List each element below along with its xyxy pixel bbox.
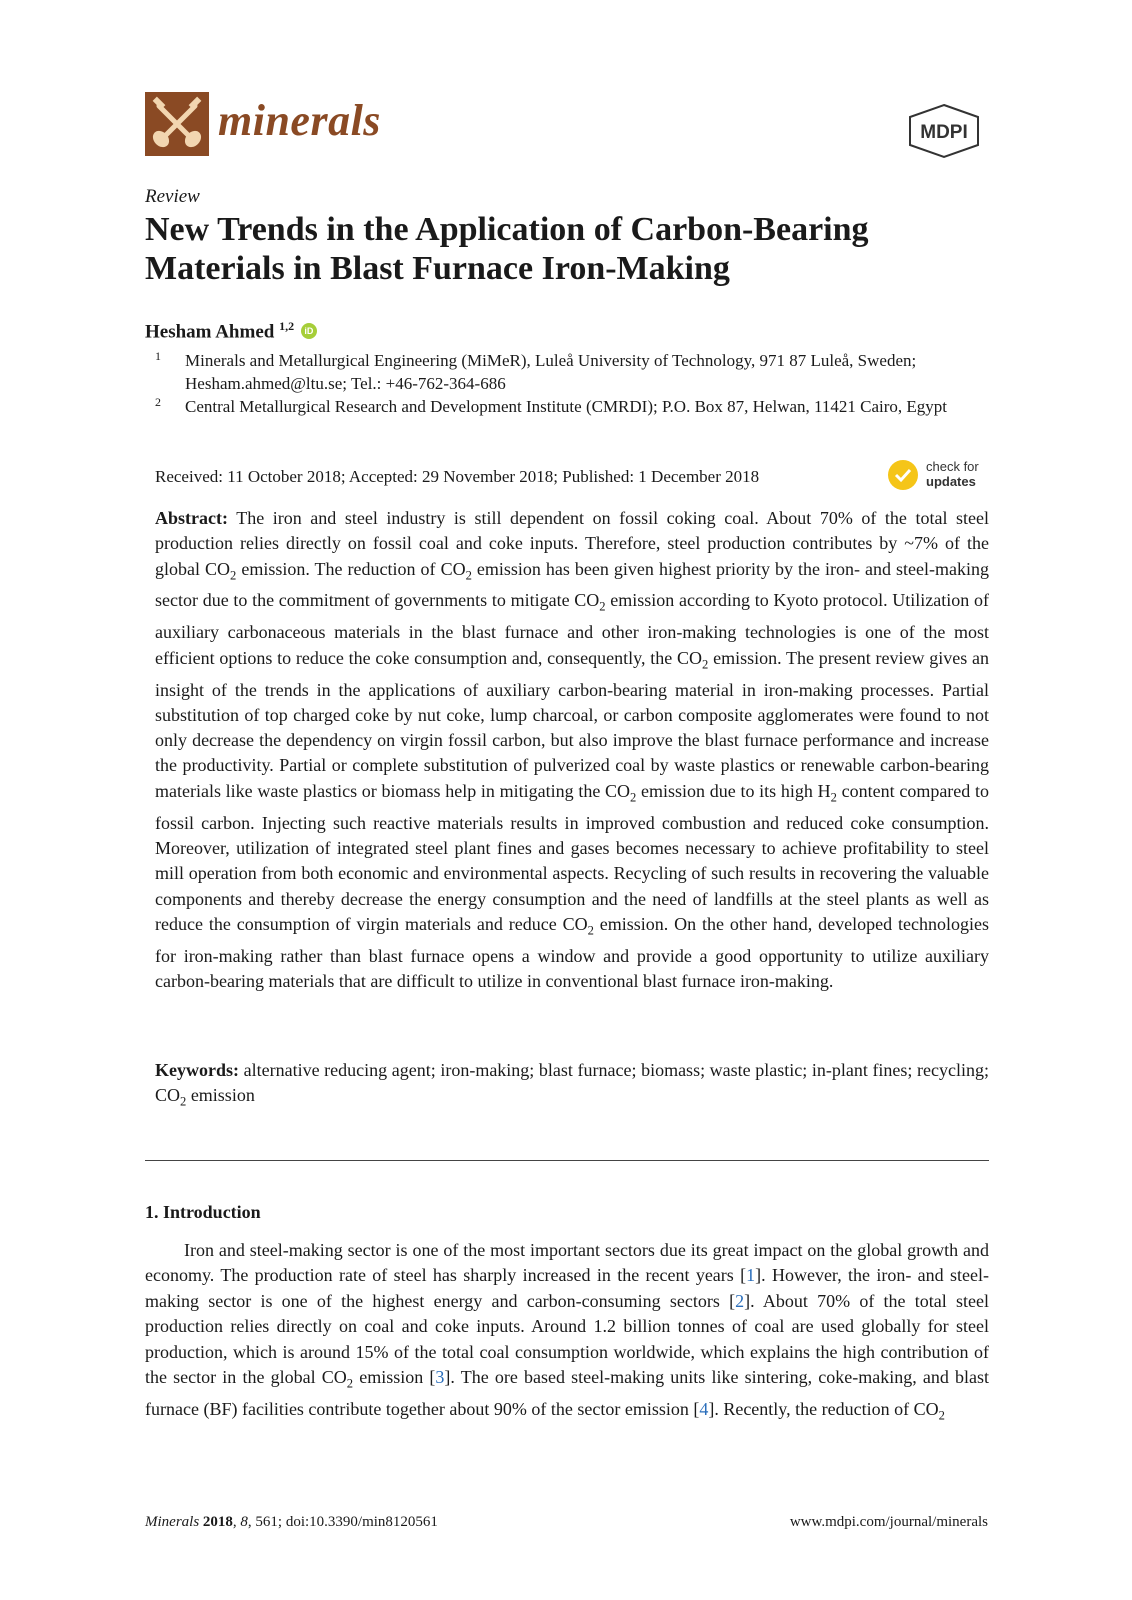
keywords <box>155 1058 989 1115</box>
author <box>145 319 317 343</box>
affiliation-text: Central Metallurgical Research and Development Institute (CMRDI); P.O. Box 87, Helwan, 11421 Cairo, Egypt <box>185 397 948 416</box>
journal-name: minerals <box>218 96 381 145</box>
subscript: 2 <box>465 568 472 583</box>
body-text: Iron and steel-making sector is one of the most important sectors due its great impact on the global growth and economy. The production rate of steel has sharply increased in the recent years [ <box>145 1240 989 1286</box>
affiliation-number: 2 <box>155 395 161 409</box>
publication-dates: Received: 11 October 2018; Accepted: 29 November 2018; Published: 1 December 2018 <box>155 467 760 486</box>
abstract-text: emission according to Kyoto protocol. Utilization of auxiliary carbonaceous materials in the blast furnace and other iron-making technologies is one of the most efficient options to reduce the coke consumption and, consequently, the CO <box>155 590 989 668</box>
abstract-text: emission has been given highest priority by the iron- and steel-making sector due to the commitment of governments to mitigate CO <box>155 558 989 611</box>
keywords-text: emission <box>186 1085 255 1106</box>
orcid-icon[interactable]: iD <box>301 323 317 339</box>
paper-title: New Trends in the Application of Carbon-Bearing Materials in Blast Furnace Iron-Making <box>145 211 869 287</box>
citation-link[interactable]: 4 <box>699 1399 709 1420</box>
abstract-label: Abstract: <box>155 508 228 528</box>
abstract-text: content compared to fossil carbon. Injecting such reactive materials results in improved combustion and reduced coke consumption. Moreover, utilization of integrated steel plant fines and gases becomes necessary to achieve profitability to steel mill operation from both economic and environmental aspects. Recycling of such results in recovering the valuable components and thereby decrease the energy consumption and the need of landfills at the steel plants as well as reduce the consumption of virgin materials and reduce CO <box>155 780 990 934</box>
abstract <box>155 506 989 994</box>
subscript: 2 <box>702 657 709 672</box>
subscript: 2 <box>346 1376 354 1391</box>
body-text: emission [ <box>353 1367 436 1388</box>
introduction-paragraph <box>145 1238 989 1429</box>
footer-volume: 8 <box>240 1514 248 1530</box>
citation-link[interactable]: 3 <box>435 1367 445 1388</box>
check-for-updates-button[interactable] <box>888 458 988 494</box>
footer-journal: Minerals <box>145 1514 200 1530</box>
citation-link[interactable]: 1 <box>746 1265 756 1286</box>
citation-footer: Minerals 2018, 8, 561; doi:10.3390/min8120561 <box>145 1514 438 1530</box>
updates-label: updates <box>926 474 976 489</box>
abstract-text: emission. The present review gives an insight of the trends in the applications of auxiliary carbon-bearing material in iron-making processes. Partial substitution of top charged coke by nut coke, lump charcoal, or carbon composite agglomerates were found to not only decrease the dependency on virgin fossil carbon, but also improve the blast furnace performance and increase the productivity. Partial or complete substitution of pulverized coal by waste plastics or renewable carbon-bearing materials like waste plastics or biomass help in mitigating the CO <box>155 647 989 801</box>
subscript: 2 <box>180 1094 187 1109</box>
abstract-text: The iron and steel industry is still dependent on fossil coking coal. About 70% of the total steel production relies directly on fossil coal and coke inputs. Therefore, steel production contributes by ~7% of the global CO <box>155 508 989 579</box>
subscript: 2 <box>830 790 837 805</box>
subscript: 2 <box>938 1408 945 1423</box>
keywords-label: Keywords: <box>155 1060 239 1080</box>
abstract-text: emission. On the other hand, developed technologies for iron-making rather than blast furnace opens a window and provide a good opportunity to utilize auxiliary carbon-bearing materials that are difficult to utilize in conventional blast furnace iron-making. <box>155 913 989 992</box>
affiliation-number: 1 <box>155 349 161 363</box>
body-text: ]. However, the iron- and steel-making sector is one of the highest energy and carbon-consuming sectors [ <box>145 1265 989 1311</box>
subscript: 2 <box>587 923 594 938</box>
section-heading: 1. Introduction <box>145 1202 261 1222</box>
abstract-text: emission due to its high H <box>636 780 831 801</box>
keywords-text: alternative reducing agent; iron-making; blast furnace; biomass; waste plastic; in-plant fines; recycling; CO <box>155 1060 989 1106</box>
author-affiliation-marks: 1,2 <box>279 319 295 333</box>
check-for-label: check for <box>926 459 979 474</box>
subscript: 2 <box>599 600 606 615</box>
check-badge-icon <box>888 460 918 490</box>
affiliation-2 <box>155 395 995 418</box>
body-text: ]. The ore based steel-making units like sintering, coke-making, and blast furnace (BF) facilities contribute together about 90% of the sector emission [ <box>145 1367 990 1420</box>
journal-url-link[interactable]: www.mdpi.com/journal/minerals <box>789 1514 988 1530</box>
abstract-text: emission. The reduction of CO <box>236 558 466 579</box>
body-text: ]. About 70% of the total steel production relies directly on coal and coke inputs. Around 1.2 billion tonnes of coal are used globally for steel production, which is around 15% of the total coal consumption worldwide, which explains the high contribution of the sector in the global CO <box>145 1290 989 1388</box>
footer-year: 2018 <box>202 1514 233 1530</box>
citation-link[interactable]: 2 <box>735 1290 745 1311</box>
mdpi-logo <box>904 103 984 159</box>
author-name: Hesham Ahmed <box>145 321 275 343</box>
body-text: ]. Recently, the reduction of CO <box>708 1399 939 1420</box>
footer-doi: , 561; doi:10.3390/min8120561 <box>247 1514 438 1530</box>
crossed-shovels-icon <box>145 92 209 156</box>
affiliation-text: Minerals and Metallurgical Engineering (MiMeR), Luleå University of Technology, 971 87 Luleå, Sweden; Hesham.ahmed@ltu.se; Tel.: +46-762-364-686 <box>185 351 917 393</box>
publisher-name: MDPI <box>920 122 968 143</box>
subscript: 2 <box>230 568 237 583</box>
section-divider <box>145 1160 989 1161</box>
affiliation-1 <box>155 349 995 395</box>
subscript: 2 <box>630 790 637 805</box>
article-type: Review <box>145 186 200 207</box>
